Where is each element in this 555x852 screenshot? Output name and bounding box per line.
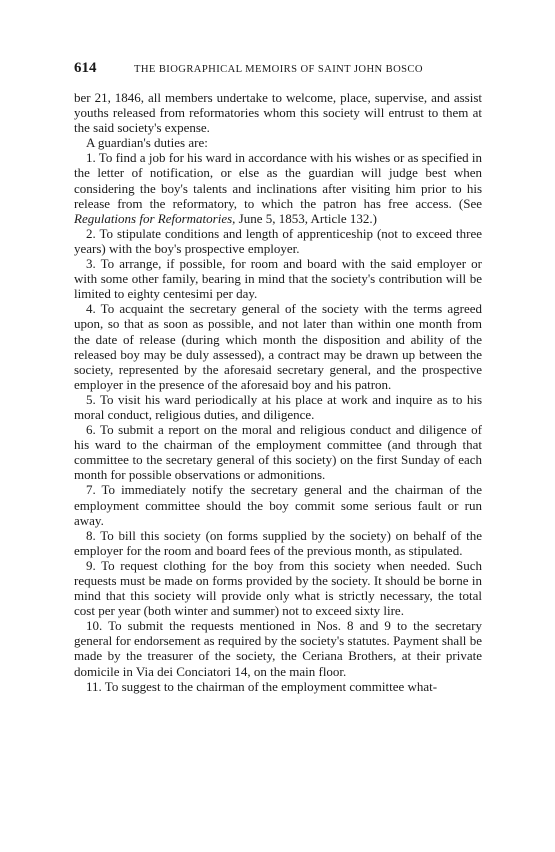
body-text [74, 90, 482, 694]
list-item-7: 7. To immediately notify the secretary general and the chairman of the employment committee should the boy commit some serious fault or run away. [74, 482, 482, 528]
list-item-2: 2. To stipulate conditions and length of apprenticeship (not to exceed three years) with the boy's prospective employer. [74, 225, 482, 256]
paragraph-continuation: ber 21, 1846, all members undertake to welcome, place, supervise, and assist youths released from reformatories whom this society will entrust to them at the said society's expense. [74, 90, 482, 136]
list-item-4: 4. To acquaint the secretary general of the society with the terms agreed upon, so that as soon as possible, and not later than within one month from the date of release (during which month the disposition and ability of the released boy may be duly assessed), a contract may be drawn up between the society, represented by the aforesaid secretary general, and the prospective employer in the presence of the aforesaid boy and his patron. [74, 301, 482, 392]
list-item-3: 3. To arrange, if possible, for room and board with the said employer or with some other family, bearing in mind that the society's contribution will be limited to eighty centesimi per day. [74, 256, 482, 302]
list-item-11: 11. To suggest to the chairman of the employment committee what- [86, 678, 438, 694]
list-item-10: 10. To submit the requests mentioned in Nos. 8 and 9 to the secretary general for endorsement as required by the society's statutes. Payment shall be made by the treasurer of the society, the Ceriana Brothers, at their private domicile in Via dei Conciatori 14, on the main floor. [74, 618, 482, 679]
list-item-1-text-end: June 5, 1853, Article 132.) [235, 210, 377, 226]
running-head [74, 60, 482, 80]
list-item-9: 9. To request clothing for the boy from this society when needed. Such requests must be made on forms provided by the society. It should be borne in mind that this society will provide only what is strictly necessary, the total cost per year (both winter and summer) not to exceed sixty lire. [74, 557, 482, 619]
list-item-8: 8. To bill this society (on forms supplied by the society) on behalf of the employer for the room and board fees of the previous month, as stipulated. [74, 527, 482, 558]
list-item-5: 5. To visit his ward periodically at his place at work and inquire as to his moral conduct, religious duties, and diligence. [74, 391, 482, 422]
regulations-citation: Regulations for Reformatories, [74, 210, 236, 226]
book-page [74, 60, 482, 694]
running-title: THE BIOGRAPHICAL MEMOIRS OF SAINT JOHN BOSCO [134, 64, 423, 75]
list-item-6: 6. To submit a report on the moral and religious conduct and diligence of his ward to the chairman of the employment committee (and through that committee to the secretary general of this society) on the first Sunday of each month for possible observations or admonitions. [74, 422, 482, 483]
list-item-1-text: 1. To find a job for his ward in accordance with his wishes or as specified in the letter of notification, or else as the guardian will judge best when considering the boy's talents and inclinations after visiting him prior to his release from the reformatory, to which the patron has free access. (See [74, 150, 482, 211]
page-number: 614 [74, 60, 97, 76]
list-item-1 [74, 150, 482, 225]
paragraph-duties-intro: A guardian's duties are: [86, 135, 208, 151]
